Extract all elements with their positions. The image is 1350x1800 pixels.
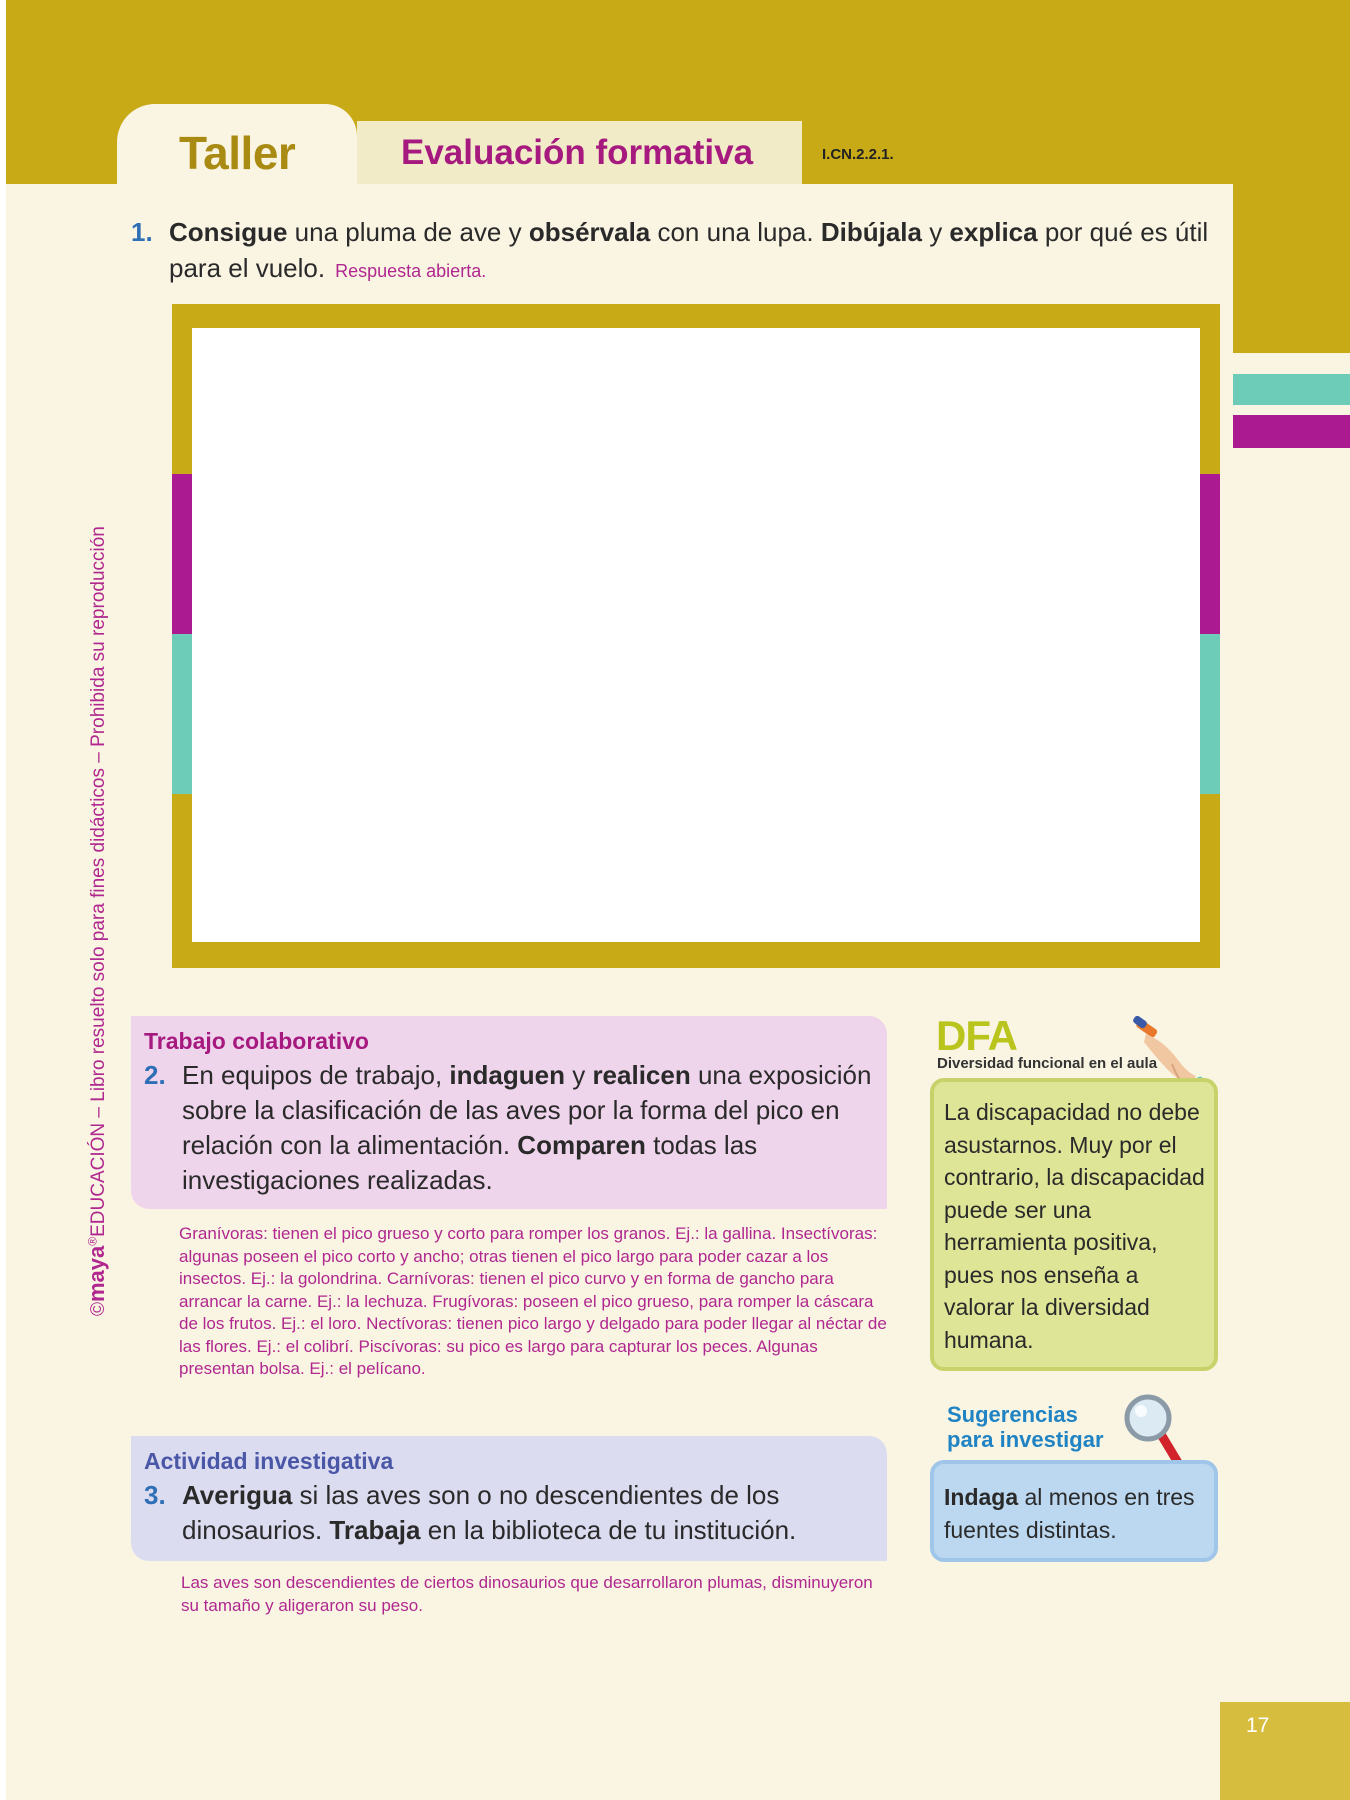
question-3: [144, 1478, 879, 1548]
suggestions-text: Indaga al menos en tres fuentes distintas.: [944, 1484, 1195, 1543]
drawing-frame: [172, 304, 1220, 968]
taller-label: Taller: [179, 127, 296, 179]
dfa-title: DFA: [936, 1012, 1017, 1059]
question-number: 1.: [131, 217, 153, 247]
box-title: Trabajo colaborativo: [144, 1028, 369, 1054]
answer-text: Granívoras: tienen el pico grueso y corto para romper los granos. Ej.: la gallina. Insectívoras: algunas poseen el pico corto y ancho; otras tienen el pico largo para poder cazar a los insectos. Ej.: la golondrina. Carnívoras: tienen el pico curvo y en forma de gancho para arrancar la carne. Ej.: la lechuza. Frugívoras: poseen el pico grueso, para romper la cáscara de los frutos. Ej.: el loro. Nectívoras: tienen pico largo y delgado para poder llegar al néctar de las flores. Ej.: el colibrí. Piscívoras: su pico es largo para capturar los peces. Algunas presentan bolsa. Ej.: el pelícano.: [179, 1224, 887, 1378]
brand-name: maya: [84, 1245, 109, 1302]
collaborative-work-box: [131, 1016, 887, 1209]
drawing-area[interactable]: [192, 328, 1200, 942]
page-number-tab: [1220, 1702, 1350, 1800]
question-1: [131, 214, 1211, 289]
dfa-text: La discapacidad no debe asustarnos. Muy por el contrario, la discapacidad puede ser una herramienta positiva, pues nos enseña a valorar la diversidad humana.: [944, 1099, 1205, 1353]
answer-note: Respuesta abierta.: [335, 261, 487, 281]
answer-text: Las aves son descendientes de ciertos dinosaurios que desarrollaron plumas, disminuyeron su tamaño y aligeraron su peso.: [181, 1573, 873, 1615]
question-text: Consigue una pluma de ave y obsérvala con una lupa. Dibújala y explica por qué es útil para el vuelo. Respuesta abierta.: [169, 217, 1209, 283]
frame-accent-teal-left: [172, 634, 192, 794]
question-2: [144, 1058, 879, 1198]
section-title: Evaluación formativa: [401, 133, 754, 172]
frame-accent-teal-right: [1200, 634, 1220, 794]
question-number: 3.: [144, 1480, 166, 1510]
right-color-band: [1233, 0, 1350, 353]
box-title: Actividad investigativa: [144, 1448, 394, 1474]
magenta-edge-stripe: [1233, 415, 1350, 448]
indicator-code: I.CN.2.2.1.: [822, 146, 894, 163]
page-number: 17: [1246, 1714, 1270, 1737]
dfa-subtitle: Diversidad funcional en el aula: [937, 1055, 1158, 1072]
question-text: En equipos de trabajo, indaguen y realicen una exposición sobre la clasificación de las aves por la forma del pico en relación con la alimentación. Comparen todas las investigaciones realizadas.: [182, 1060, 872, 1195]
taller-tab: [117, 104, 357, 186]
frame-accent-magenta-right: [1200, 474, 1220, 634]
teal-edge-stripe: [1233, 374, 1350, 405]
research-activity-box: [131, 1436, 887, 1561]
suggestions-title: Sugerencias para investigar: [947, 1402, 1104, 1452]
frame-accent-magenta-left: [172, 474, 192, 634]
section-title-tab: [357, 121, 802, 184]
copyright-notice: ©maya®EDUCACIÓN – Libro resuelto solo para fines didácticos – Prohibida su reproducción: [84, 526, 109, 1316]
question-text: Averigua si las aves son o no descendientes de los dinosaurios. Trabaja en la biblioteca de tu institución.: [182, 1480, 797, 1545]
question-number: 2.: [144, 1060, 166, 1090]
